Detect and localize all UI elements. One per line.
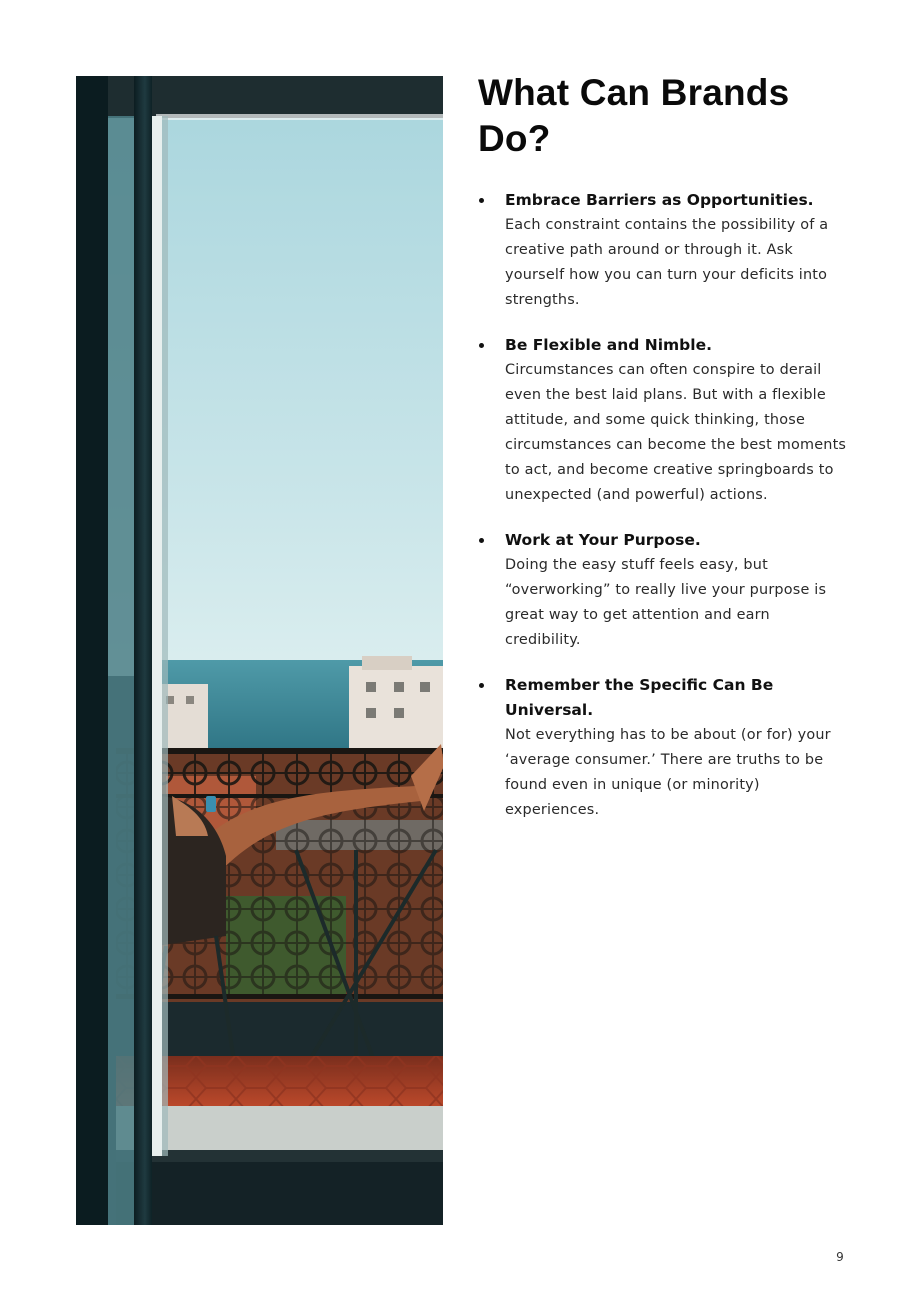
list-item — [478, 673, 848, 823]
bullet-heading: Work at Your Purpose. — [505, 531, 701, 549]
balcony-photo-icon — [76, 76, 443, 1225]
list-item — [478, 188, 848, 313]
bullet-heading: Remember the Specific Can Be Universal. — [505, 676, 774, 719]
bullet-body: Circumstances can often conspire to derail even the best laid plans. But with a flexible attitude, and some quick thinking, those circumstances can become the best moments to act, and become creative springboards to unexpected (and powerful) actions. — [505, 362, 847, 503]
list-item — [478, 333, 848, 508]
bullet-body: Each constraint contains the possibility of a creative path around or through it. Ask yourself how you can turn your deficits into strengths. — [505, 217, 829, 308]
bullet-heading: Embrace Barriers as Opportunities. — [505, 191, 814, 209]
bullet-body: Doing the easy stuff feels easy, but “overworking” to really live your purpose is great way to get attention and earn credibility. — [505, 557, 827, 648]
bullet-body: Not everything has to be about (or for) your ‘average consumer.’ There are truths to be found even in unique (or minority) experiences. — [505, 727, 831, 818]
list-item — [478, 528, 848, 653]
article-content — [478, 70, 848, 843]
bullet-heading: Be Flexible and Nimble. — [505, 336, 712, 354]
page-title: What Can Brands Do? — [478, 72, 790, 159]
balcony-photo — [76, 76, 443, 1225]
recommendations-list — [478, 188, 848, 823]
page-number: 9 — [836, 1250, 844, 1264]
